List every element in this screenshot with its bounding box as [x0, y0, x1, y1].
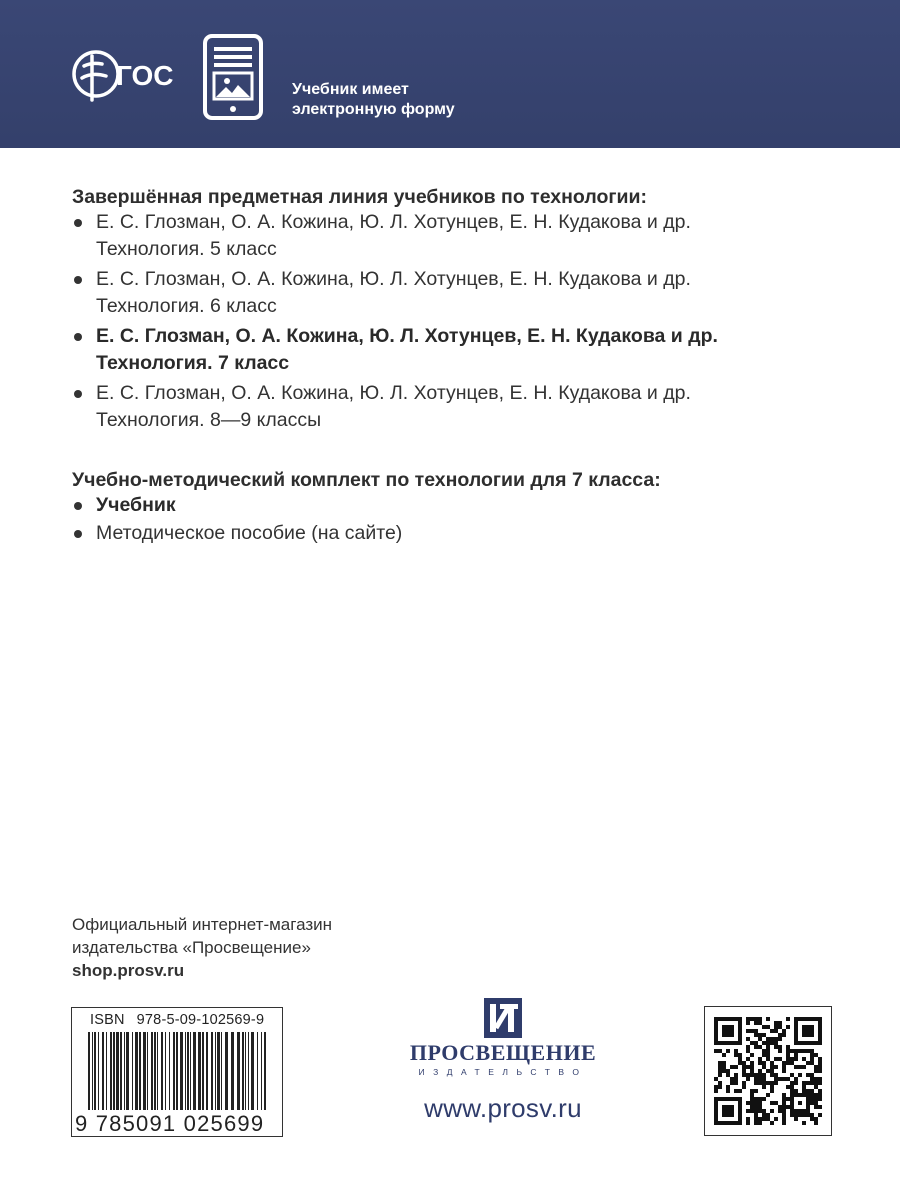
eform-line-2: электронную форму: [292, 101, 455, 118]
main-content: [72, 186, 832, 548]
publisher-logo-icon: [482, 998, 524, 1038]
kit-list: [72, 492, 832, 547]
bullet-icon: [74, 502, 82, 510]
series-list: [72, 209, 832, 434]
kit-item-textbook: Учебник: [96, 494, 176, 516]
series-heading: Завершённая предметная линия учебников по технологии:: [72, 186, 647, 208]
barcode-block: [71, 1007, 283, 1137]
ean-number: 9 785091 025699: [75, 1111, 265, 1136]
shop-url[interactable]: shop.prosv.ru: [72, 961, 185, 980]
bullet-icon: [74, 219, 82, 227]
list-item-current: [72, 323, 832, 377]
publisher-subtitle: ИЗДАТЕЛЬСТВО: [418, 1067, 588, 1077]
list-item-authors: Е. С. Глозман, О. А. Кожина, Ю. Л. Хотунцев, Е. Н. Кудакова и др.: [96, 382, 691, 404]
header-banner: [0, 0, 900, 148]
bullet-icon: [74, 530, 82, 538]
bullet-icon: [74, 276, 82, 284]
shop-line-2: издательства «Просвещение»: [72, 938, 311, 957]
bullet-icon: [74, 390, 82, 398]
publisher-block: [398, 998, 608, 1124]
kit-item-manual: Методическое пособие (на сайте): [96, 522, 403, 544]
list-item-authors: Е. С. Глозман, О. А. Кожина, Ю. Л. Хотунцев, Е. Н. Кудакова и др.: [96, 211, 691, 233]
publisher-name: ПРОСВЕЩЕНИЕ: [409, 1040, 597, 1065]
shop-info: [72, 913, 332, 982]
isbn-line: [90, 1012, 276, 1028]
list-item-title: Технология. 8—9 классы: [96, 409, 322, 431]
kit-heading: Учебно-методический комплект по технологии для 7 класса:: [72, 469, 661, 491]
list-item: [72, 492, 832, 519]
list-item-authors: Е. С. Глозман, О. А. Кожина, Ю. Л. Хотунцев, Е. Н. Кудакова и др.: [96, 268, 691, 290]
shop-line-1: Официальный интернет-магазин: [72, 915, 333, 934]
list-item-title: Технология. 6 класс: [96, 295, 277, 317]
qr-code-icon[interactable]: [714, 1017, 822, 1125]
isbn-label: ISBN: [90, 1012, 125, 1028]
fgos-logo: [72, 48, 172, 108]
fgos-emblem-icon: [72, 48, 122, 108]
tablet-icon: [202, 33, 264, 121]
isbn-number: 978-5-09-102569-9: [136, 1012, 265, 1028]
bullet-icon: [74, 333, 82, 341]
list-item: [72, 520, 832, 547]
eform-line-1: Учебник имеет: [292, 81, 409, 98]
list-item-title: Технология. 5 класс: [96, 238, 277, 260]
fgos-label: ГОС: [116, 60, 174, 91]
list-item: [72, 266, 832, 320]
electronic-form-note: [292, 80, 455, 120]
list-item-title: Технология. 7 класс: [96, 352, 290, 374]
barcode-icon: [88, 1032, 268, 1110]
list-item: [72, 209, 832, 263]
publisher-url[interactable]: www.prosv.ru: [424, 1093, 582, 1123]
list-item: [72, 380, 832, 434]
qr-code-block: [704, 1006, 832, 1136]
list-item-authors: Е. С. Глозман, О. А. Кожина, Ю. Л. Хотунцев, Е. Н. Кудакова и др.: [96, 325, 718, 347]
